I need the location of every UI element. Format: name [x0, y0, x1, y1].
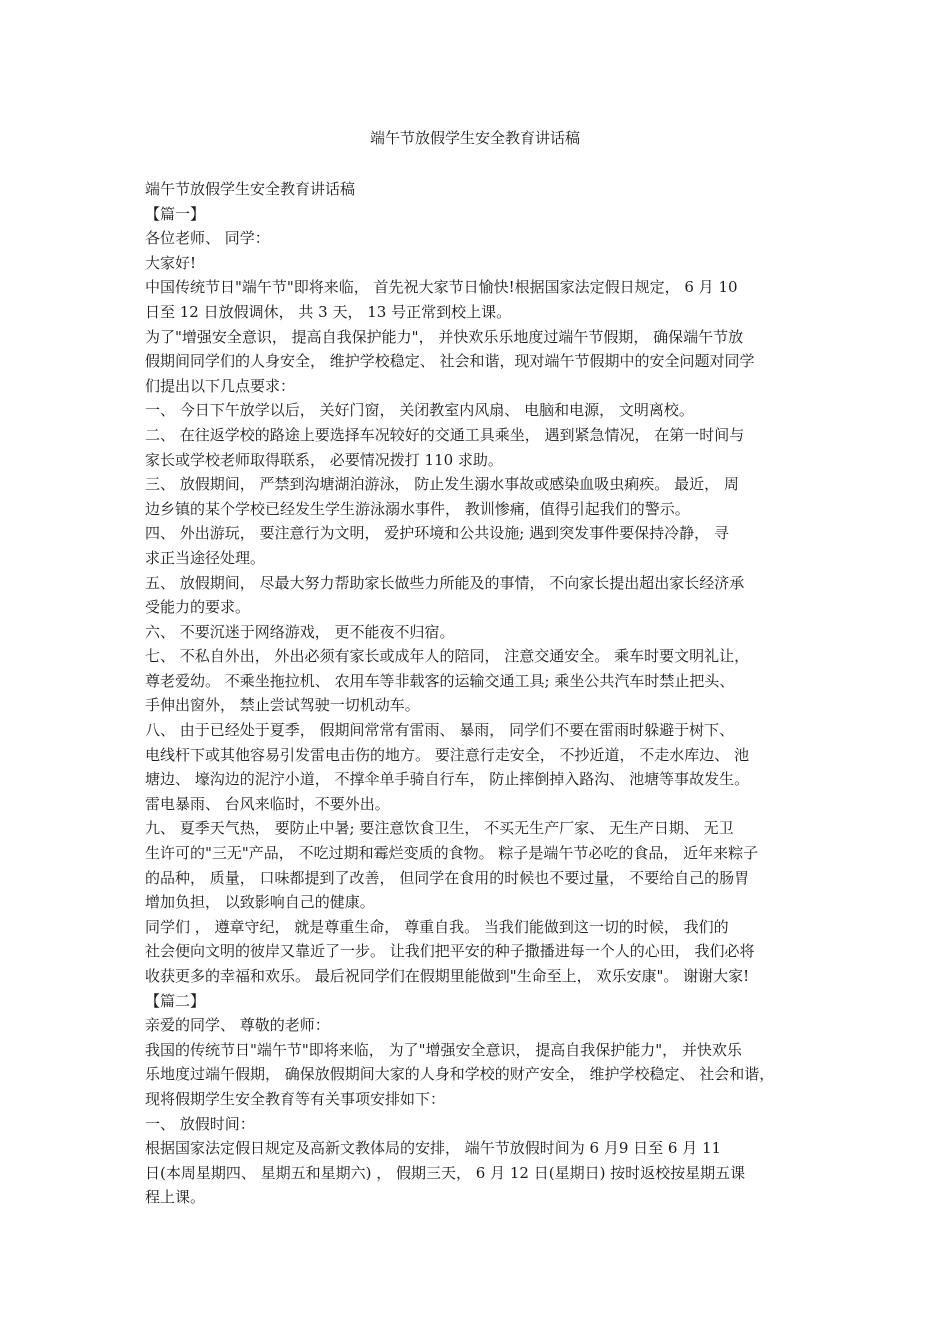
paragraph-line: 现将假期学生安全教育等有关事项安排如下： [145, 1089, 446, 1108]
paragraph-line: 雷电暴雨、 台风来临时，不要外出。 [145, 794, 390, 813]
paragraph-line: 日(本周星期四、 星期五和星期六) ， 假期三天， 6 月 12 日(星期日) 按时返校按星期五课 [145, 1163, 746, 1182]
paragraph-line: 亲爱的同学、 尊敬的老师： [145, 1016, 330, 1035]
paragraph-line: 【篇二】 [145, 991, 206, 1010]
paragraph-line: 各位老师、 同学： [145, 229, 270, 248]
paragraph-line: 程上课。 [145, 1188, 206, 1207]
paragraph-line: 八、 由于已经处于夏季， 假期间常常有雷雨、 暴雨， 同学们不要在雷雨时躲避于树下、 [145, 721, 735, 740]
paragraph-line: 一、 今日下午放学以后， 关好门窗， 关闭教室内风扇、 电脑和电源， 文明离校。 [145, 401, 694, 420]
paragraph-line: 求正当途径处理。 [145, 548, 266, 567]
paragraph-line: 二、 在往返学校的路途上要选择车况较好的交通工具乘坐， 遇到紧急情况， 在第一时间与 [145, 425, 745, 444]
paragraph-line: 增加负担， 以致影响自己的健康。 [145, 893, 375, 912]
paragraph-line: 社会便向文明的彼岸又靠近了一步。 让我们把平安的种子撒播进每一个人的心田， 我们必将 [145, 942, 755, 961]
document-title: 端午节放假学生安全教育讲话稿 [369, 129, 580, 147]
paragraph-line: 中国传统节日"端午节"即将来临， 首先祝大家节日愉快!根据国家法定假日规定， 6 月 10 [145, 278, 738, 297]
paragraph-line: 为了"增强安全意识， 提高自我保护能力"， 并快欢乐乐地度过端午节假期， 确保端午节放 [145, 327, 744, 346]
paragraph-line: 端午节放假学生安全教育讲话稿 [145, 180, 356, 198]
paragraph-line: 的品种， 质量， 口味都提到了改善， 但同学在食用的时候也不要过量， 不要给自己的肠胃 [145, 868, 750, 887]
paragraph-line: 假期间同学们的人身安全， 维护学校稳定、 社会和谐，现对端午节假期中的安全问题对同学 [145, 352, 755, 371]
paragraph-line: 受能力的要求。 [145, 598, 251, 617]
paragraph-line: 同学们 ， 遵章守纪， 就是尊重生命， 尊重自我。 当我们能做到这一切的时候， 我们的 [145, 917, 729, 936]
paragraph-line: 尊老爱幼。 不乘坐拖拉机、 农用车等非载客的运输交通工具; 乘坐公共汽车时禁止把头、 [145, 671, 735, 690]
paragraph-line: 生许可的"三无"产品， 不吃过期和霉烂变质的食物。 粽子是端午节必吃的食品， 近年来粽子 [145, 844, 759, 863]
paragraph-line: 家长或学校老师取得联系， 必要情况拨打 110 求助。 [145, 450, 503, 469]
paragraph-line: 一、 放假时间： [145, 1114, 255, 1133]
paragraph-line: 收获更多的幸福和欢乐。 最后祝同学们在假期里能做到"生命至上， 欢乐安康"。 谢谢大家! [145, 967, 750, 985]
paragraph-line: 根据国家法定假日规定及高新文教体局的安排， 端午节放假时间为 6 月9 日至 6 月 11 [145, 1139, 722, 1158]
paragraph-line: 手伸出窗外， 禁止尝试驾驶一切机动车。 [145, 696, 420, 715]
paragraph-line: 七、 不私自外出， 外出必须有家长或成年人的陪同， 注意交通安全。 乘车时要文明礼让， [145, 647, 750, 666]
document-body [145, 177, 815, 1210]
paragraph-line: 电线杆下或其他容易引发雷电击伤的地方。 要注意行走安全， 不抄近道， 不走水库边、 池 [145, 745, 750, 764]
paragraph-line: 乐地度过端午假期， 确保放假期间大家的人身和学校的财产安全， 维护学校稳定、 社会和谐， [145, 1065, 775, 1084]
paragraph-line: 【篇一】 [145, 204, 206, 223]
paragraph-line: 四、 外出游玩， 要注意行为文明， 爱护环境和公共设施; 遇到突发事件要保持冷静， 寻 [145, 524, 729, 543]
paragraph-line: 三、 放假期间， 严禁到沟塘湖泊游泳， 防止发生溺水事故或感染血吸虫痢疾。 最近， 周 [145, 475, 739, 494]
paragraph-line: 边乡镇的某个学校已经发生学生游泳溺水事件， 教训惨痛，值得引起我们的警示。 [145, 499, 690, 518]
paragraph-line: 大家好! [145, 253, 197, 272]
paragraph-line: 我国的传统节日"端午节"即将来临， 为了"增强安全意识， 提高自我保护能力"， 并快欢乐 [145, 1040, 742, 1059]
paragraph-line: 六、 不要沉迷于网络游戏， 更不能夜不归宿。 [145, 622, 455, 641]
paragraph-line: 塘边、 壕沟边的泥泞小道， 不撑伞单手骑自行车， 防止摔倒掉入路沟、 池塘等事故发生。 [145, 770, 750, 789]
paragraph-line: 日至 12 日放假调休， 共 3 天， 13 号正常到校上课。 [145, 302, 512, 321]
paragraph-line: 们提出以下几点要求： [145, 376, 296, 395]
paragraph-line: 九、 夏季天气热， 要防止中暑; 要注意饮食卫生， 不买无生产厂家、 无生产日期、 无卫 [145, 819, 734, 838]
paragraph-line: 五、 放假期间， 尽最大努力帮助家长做些力所能及的事情， 不向家长提出超出家长经济承 [145, 573, 745, 592]
